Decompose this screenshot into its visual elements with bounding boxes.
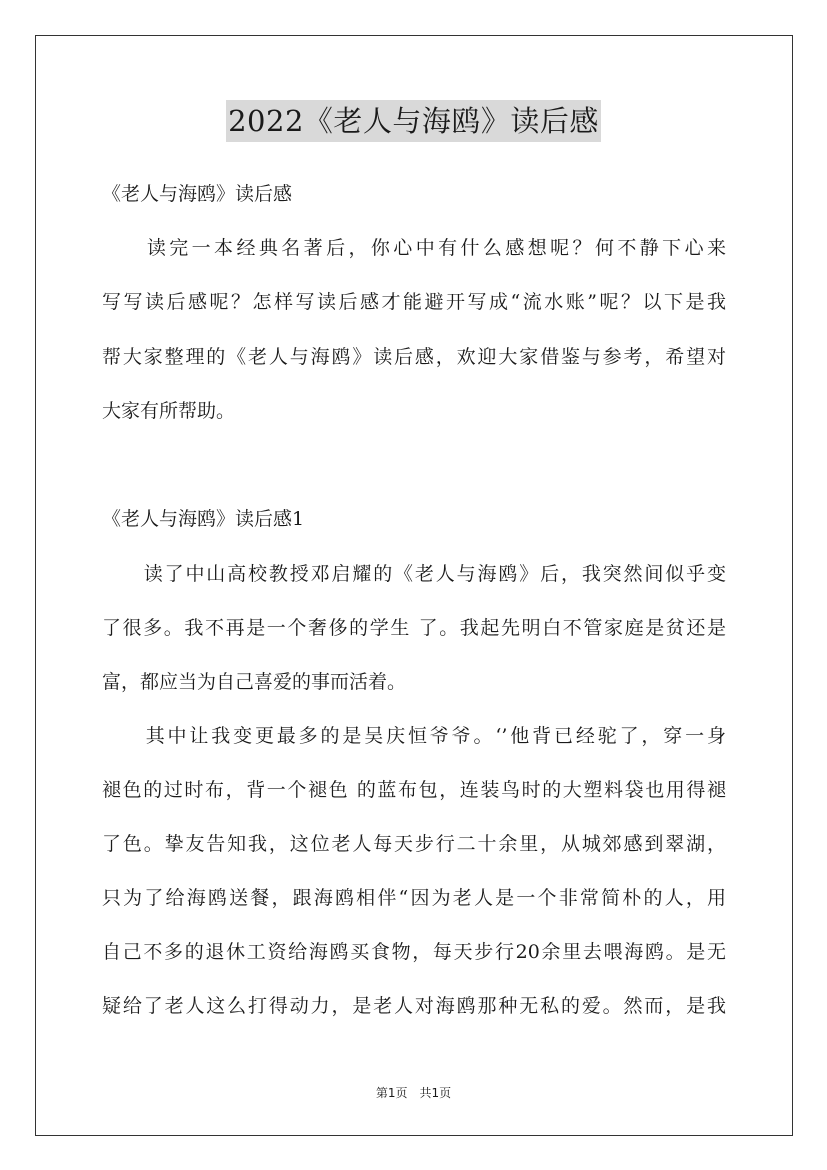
document-title: 2022《老人与海鸥》读后感: [226, 100, 601, 142]
page-footer: 第1页 共1页: [375, 1086, 452, 1100]
body-line: 富，都应当为自己喜爱的事而活着。: [102, 671, 407, 693]
body-line: 褪色的过时布，背一个褪色 的蓝布包，连装鸟时的大塑料袋也用得褪: [102, 779, 726, 801]
body-line: 了色。挚友告知我，这位老人每天步行二十余里，从城郊感到翠湖，: [102, 833, 726, 855]
body-line: 自己不多的退休工资给海鸥买食物，每天步行20余里去喂海鸥。是无: [102, 941, 726, 963]
body-line: 其中让我变更最多的是吴庆恒爷爷。‘’他背已经驼了，穿一身: [102, 725, 726, 747]
section-title: 《老人与海鸥》读后感1: [102, 508, 305, 530]
subheading: 《老人与海鸥》读后感: [102, 183, 293, 205]
body-line: 只为了给海鸥送餐，跟海鸥相伴“因为老人是一个非常简朴的人，用: [102, 887, 726, 909]
intro-line: 大家有所帮助。: [102, 400, 236, 422]
intro-line: 写写读后感呢？怎样写读后感才能避开写成“流水账”呢？以下是我: [102, 291, 726, 313]
title-wrap: [0, 100, 827, 142]
intro-line: 读完一本经典名著后，你心中有什么感想呢？何不静下心来: [102, 237, 726, 259]
body-line: 疑给了老人这么打得动力，是老人对海鸥那种无私的爱。然而，是我: [102, 995, 726, 1017]
body-line: 了很多。我不再是一个奢侈的学生 了。我起先明白不管家庭是贫还是: [102, 617, 726, 639]
intro-line: 帮大家整理的《老人与海鸥》读后感，欢迎大家借鉴与参考，希望对: [102, 346, 726, 368]
body-line: 读了中山高校教授邓启耀的《老人与海鸥》后，我突然间似乎变: [102, 563, 726, 585]
